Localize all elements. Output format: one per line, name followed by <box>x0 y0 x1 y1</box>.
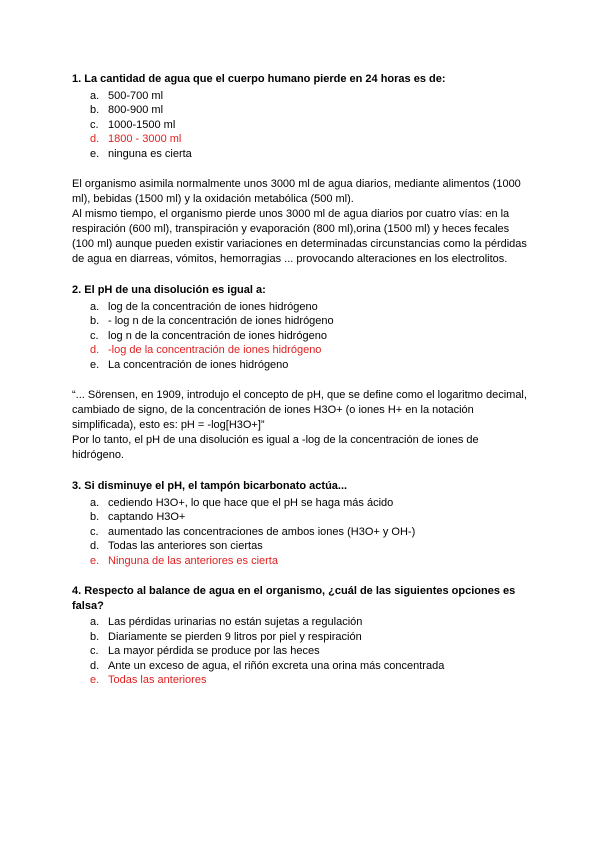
option-item <box>90 118 532 133</box>
option-item <box>90 329 532 344</box>
option-item <box>90 496 532 511</box>
question-title <box>72 72 532 87</box>
option-letter: c. <box>90 645 99 657</box>
option-letter: d. <box>90 133 100 145</box>
question-text: La cantidad de agua que el cuerpo humano pierde en 24 horas es de: <box>84 73 446 85</box>
question-number: 3. <box>72 480 82 492</box>
option-letter: a. <box>90 496 100 509</box>
explanation-block <box>72 388 532 463</box>
options-list <box>72 615 532 688</box>
option-letter: c. <box>90 525 99 538</box>
option-text: log n de la concentración de iones hidrógeno <box>108 329 327 342</box>
option-letter: b. <box>90 630 100 643</box>
option-letter: e. <box>90 674 100 686</box>
option-correct <box>90 673 532 688</box>
question-4 <box>72 584 532 688</box>
question-number: 4. <box>72 585 82 597</box>
question-1 <box>72 72 532 161</box>
explanation-paragraph: Por lo tanto, el pH de una disolución es igual a -log de la concentración de iones de hidrógeno. <box>72 434 479 461</box>
option-letter: d. <box>90 659 100 672</box>
option-item <box>90 539 532 554</box>
option-text: La concentración de iones hidrógeno <box>108 358 289 371</box>
option-letter: e. <box>90 147 100 160</box>
question-title <box>72 283 532 298</box>
option-item <box>90 89 532 104</box>
option-item <box>90 358 532 373</box>
option-item <box>90 300 532 315</box>
option-text: 500-700 ml <box>108 89 164 102</box>
explanation-paragraph: “... Sörensen, en 1909, introdujo el concepto de pH, que se define como el logaritmo decimal, cambiado de signo, de la concentración de iones H3O+ (o iones H+ en la notación simplificada), esto es: pH = -log[H3O+]” <box>72 389 527 431</box>
option-letter: d. <box>90 540 100 552</box>
options-list <box>72 89 532 162</box>
option-text: 1000-1500 ml <box>108 118 176 131</box>
question-text: Si disminuye el pH, el tampón bicarbonato actúa... <box>84 480 348 492</box>
option-text: captando H3O+ <box>108 511 186 523</box>
option-text: Ante un exceso de agua, el riñón excreta una orina más concentrada <box>108 659 445 672</box>
question-2 <box>72 283 532 372</box>
option-item <box>90 103 532 118</box>
option-item <box>90 314 532 329</box>
option-text: Todas las anteriores son ciertas <box>108 540 263 552</box>
option-text: cediendo H3O+, lo que hace que el pH se haga más ácido <box>108 496 394 509</box>
option-letter: c. <box>90 118 99 131</box>
question-text: Respecto al balance de agua en el organismo, ¿cuál de las siguientes opciones es falsa? <box>72 585 516 612</box>
option-text: ninguna es cierta <box>108 147 192 160</box>
option-letter: b. <box>90 315 100 327</box>
option-item <box>90 147 532 162</box>
question-text: El pH de una disolución es igual a: <box>84 284 266 296</box>
option-item <box>90 630 532 645</box>
document-content <box>72 72 532 704</box>
option-correct <box>90 132 532 147</box>
explanation-paragraph: El organismo asimila normalmente unos 3000 ml de agua diarios, mediante alimentos (1000 ml), bebidas (1500 ml) y la oxidación metabólica (500 ml). <box>72 178 521 205</box>
explanation-block <box>72 177 532 267</box>
option-text: Todas las anteriores <box>108 674 207 686</box>
option-letter: b. <box>90 511 100 523</box>
option-letter: c. <box>90 329 99 342</box>
options-list <box>72 300 532 373</box>
question-title <box>72 479 532 494</box>
option-item <box>90 644 532 659</box>
option-text: aumentado las concentraciones de ambos iones (H3O+ y OH-) <box>108 525 416 538</box>
option-item <box>90 525 532 540</box>
option-text: Las pérdidas urinarias no están sujetas a regulación <box>108 616 363 628</box>
option-text: La mayor pérdida se produce por las heces <box>108 645 320 657</box>
option-text: -log de la concentración de iones hidrógeno <box>108 344 322 356</box>
option-text: log de la concentración de iones hidrógeno <box>108 300 318 313</box>
explanation-paragraph: Al mismo tiempo, el organismo pierde unos 3000 ml de agua diarios por cuatro vías: en la respiración (600 ml), transpiración y evaporación (800 ml),orina (1500 ml) y heces fecales (100 ml) aunque pueden existir variaciones en determinadas circunstancias como la pérdidas de agua en diarreas, vómitos, hemorragias ... provocando alteraciones en los electrolitos. <box>72 208 527 265</box>
option-text: 800-900 ml <box>108 104 164 116</box>
option-letter: a. <box>90 89 100 102</box>
option-item <box>90 510 532 525</box>
options-list <box>72 496 532 569</box>
option-item <box>90 659 532 674</box>
question-title <box>72 584 532 613</box>
question-number: 2. <box>72 284 82 296</box>
option-text: 1800 - 3000 ml <box>108 133 182 145</box>
option-letter: b. <box>90 104 100 116</box>
option-correct <box>90 554 532 569</box>
question-number: 1. <box>72 73 82 85</box>
option-letter: a. <box>90 616 100 628</box>
option-item <box>90 615 532 630</box>
option-letter: e. <box>90 358 100 371</box>
option-letter: d. <box>90 344 100 356</box>
option-text: Diariamente se pierden 9 litros por piel y respiración <box>108 630 362 643</box>
option-letter: a. <box>90 300 100 313</box>
option-correct <box>90 343 532 358</box>
option-text: - log n de la concentración de iones hidrógeno <box>108 315 334 327</box>
question-3 <box>72 479 532 568</box>
option-text: Ninguna de las anteriores es cierta <box>108 554 278 567</box>
option-letter: e. <box>90 554 100 567</box>
